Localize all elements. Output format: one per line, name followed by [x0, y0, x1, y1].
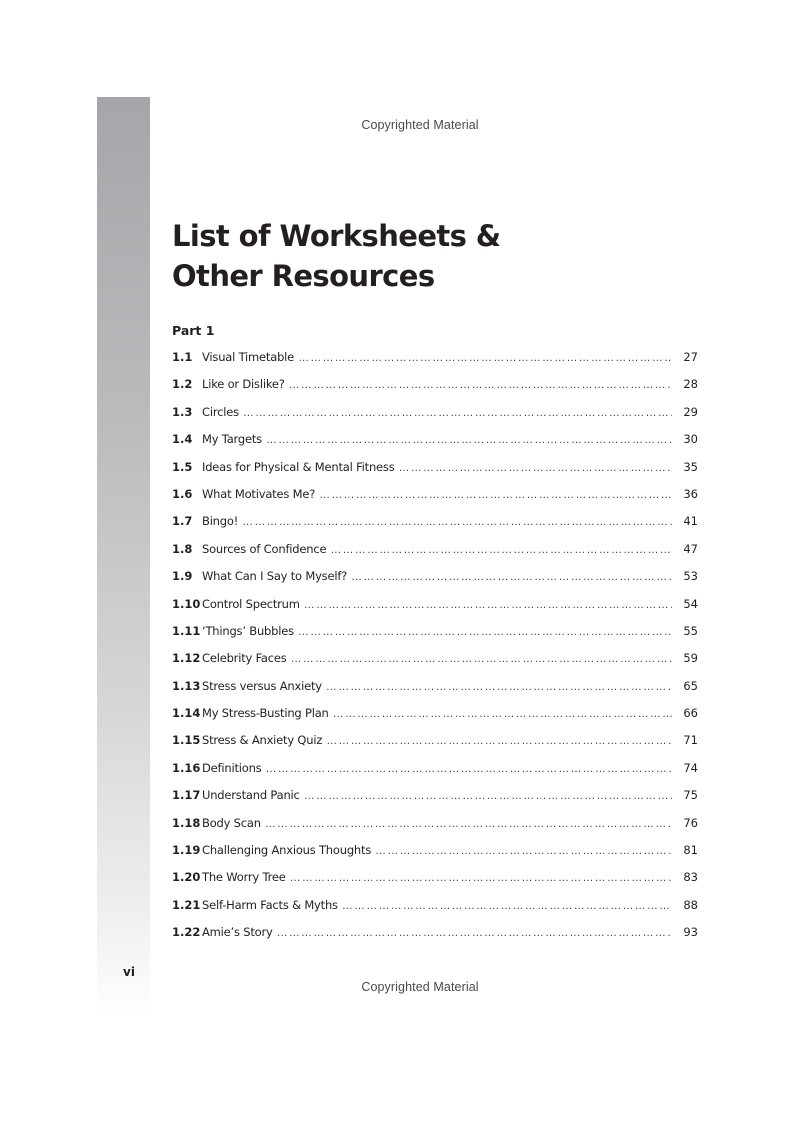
toc-entry [172, 432, 698, 459]
toc-entry-page: 41 [683, 514, 698, 529]
toc-dot-leader [375, 845, 672, 857]
toc-dot-leader [266, 434, 672, 446]
toc-entry-number: 1.16 [172, 760, 201, 775]
toc-entry [172, 679, 698, 706]
toc-entry-page: 65 [683, 678, 698, 693]
toc-entry-title: What Motivates Me? [202, 486, 316, 501]
toc-entry [172, 870, 698, 897]
toc-entry-title: Self-Harm Facts & Myths [202, 897, 338, 912]
toc-entry-number: 1.12 [172, 651, 201, 666]
toc-entry [172, 761, 698, 788]
page-title-line-1: List of Worksheets & [172, 219, 501, 253]
toc-entry-number: 1.7 [172, 514, 193, 529]
toc-entry-page: 54 [683, 596, 698, 611]
toc-entry-number: 1.6 [172, 486, 193, 501]
toc-entry-title: Sources of Confidence [202, 541, 327, 556]
toc-entry-title: Body Scan [202, 815, 261, 830]
toc-dot-leader [289, 379, 672, 391]
toc-entry-number: 1.10 [172, 596, 201, 611]
toc-entry-title: Stress & Anxiety Quiz [202, 733, 323, 748]
toc-entry-number: 1.2 [172, 377, 193, 392]
toc-dot-leader [304, 599, 672, 611]
toc-dot-leader [265, 818, 672, 830]
page-title [172, 216, 501, 296]
side-margin-bar [97, 97, 150, 1017]
toc-entry [172, 925, 698, 952]
toc-dot-leader [351, 571, 672, 583]
toc-entry-page: 71 [683, 733, 698, 748]
toc-entry-page: 28 [683, 377, 698, 392]
toc-entry-title: Bingo! [202, 514, 239, 529]
toc-entry-number: 1.15 [172, 733, 201, 748]
toc-entry-number: 1.4 [172, 432, 193, 447]
toc-entry-number: 1.3 [172, 404, 193, 419]
toc-dot-leader [326, 681, 672, 693]
toc-dot-leader [319, 489, 672, 501]
toc-dot-leader [298, 626, 672, 638]
toc-entry-page: 59 [683, 651, 698, 666]
toc-entry-title: Stress versus Anxiety [202, 678, 322, 693]
toc-entry-title: Amie’s Story [202, 925, 273, 940]
toc-entry-title: Definitions [202, 760, 262, 775]
toc-entry [172, 405, 698, 432]
toc-entry-number: 1.18 [172, 815, 201, 830]
toc-entry-page: 74 [683, 760, 698, 775]
toc-dot-leader [290, 872, 672, 884]
toc-entry-title: Like or Dislike? [202, 377, 285, 392]
toc-entry-number: 1.19 [172, 843, 201, 858]
toc-dot-leader [330, 544, 672, 556]
part-heading: Part 1 [172, 323, 215, 338]
toc-entry [172, 898, 698, 925]
page-number: vi [123, 965, 135, 979]
toc-entry [172, 651, 698, 678]
toc-entry [172, 514, 698, 541]
toc-entry-title: Understand Panic [202, 788, 300, 803]
toc-entry-title: My Targets [202, 432, 262, 447]
toc-entry-page: 88 [683, 897, 698, 912]
toc-entry-number: 1.21 [172, 897, 201, 912]
toc-entry-number: 1.14 [172, 706, 201, 721]
toc-list [172, 350, 698, 953]
toc-entry-title: The Worry Tree [202, 870, 286, 885]
toc-entry-page: 76 [683, 815, 698, 830]
toc-entry [172, 350, 698, 377]
toc-entry-page: 47 [683, 541, 698, 556]
toc-entry-title: ‘Things’ Bubbles [202, 623, 294, 638]
toc-entry-number: 1.9 [172, 569, 193, 584]
toc-entry [172, 569, 698, 596]
toc-entry-number: 1.22 [172, 925, 201, 940]
toc-entry-title: My Stress-Busting Plan [202, 706, 329, 721]
footer-copyright: Copyrighted Material [361, 980, 479, 994]
toc-entry [172, 624, 698, 651]
toc-entry-number: 1.1 [172, 350, 193, 364]
toc-dot-leader [242, 516, 672, 528]
toc-entry [172, 487, 698, 514]
toc-entry-number: 1.13 [172, 678, 201, 693]
toc-entry-page: 27 [683, 350, 698, 364]
toc-entry [172, 377, 698, 404]
toc-entry-number: 1.8 [172, 541, 193, 556]
toc-entry-title: Circles [202, 404, 239, 419]
toc-entry-page: 75 [683, 788, 698, 803]
toc-entry-number: 1.20 [172, 870, 201, 885]
toc-entry-number: 1.11 [172, 623, 201, 638]
toc-entry [172, 706, 698, 733]
toc-entry-title: Ideas for Physical & Mental Fitness [202, 459, 395, 474]
toc-entry [172, 816, 698, 843]
toc-entry-page: 55 [683, 623, 698, 638]
toc-entry-page: 53 [683, 569, 698, 584]
toc-entry-page: 66 [683, 706, 698, 721]
toc-entry-page: 36 [683, 486, 698, 501]
page-title-line-2: Other Resources [172, 259, 435, 293]
toc-entry-page: 81 [683, 843, 698, 858]
toc-entry-page: 83 [683, 870, 698, 885]
toc-entry-number: 1.5 [172, 459, 193, 474]
toc-dot-leader [291, 653, 672, 665]
toc-dot-leader [265, 763, 672, 775]
toc-dot-leader [342, 900, 672, 912]
toc-entry-title: Celebrity Faces [202, 651, 287, 666]
toc-dot-leader [304, 790, 672, 802]
toc-entry-number: 1.17 [172, 788, 201, 803]
toc-entry-page: 35 [683, 459, 698, 474]
toc-dot-leader [243, 407, 672, 419]
toc-dot-leader [399, 462, 672, 474]
toc-entry-title: Challenging Anxious Thoughts [202, 843, 372, 858]
toc-dot-leader [333, 708, 672, 720]
toc-dot-leader [326, 735, 672, 747]
header-copyright: Copyrighted Material [361, 118, 479, 132]
toc-dot-leader [298, 352, 672, 364]
toc-entry [172, 542, 698, 569]
toc-entry [172, 843, 698, 870]
toc-entry [172, 733, 698, 760]
toc-entry [172, 788, 698, 815]
toc-entry-page: 29 [683, 404, 698, 419]
toc-entry-title: Control Spectrum [202, 596, 300, 611]
toc-entry [172, 460, 698, 487]
toc-entry [172, 597, 698, 624]
toc-entry-title: What Can I Say to Myself? [202, 569, 348, 584]
toc-entry-title: Visual Timetable [202, 350, 295, 364]
toc-entry-page: 93 [683, 925, 698, 940]
toc-entry-page: 30 [683, 432, 698, 447]
toc-dot-leader [277, 927, 672, 939]
